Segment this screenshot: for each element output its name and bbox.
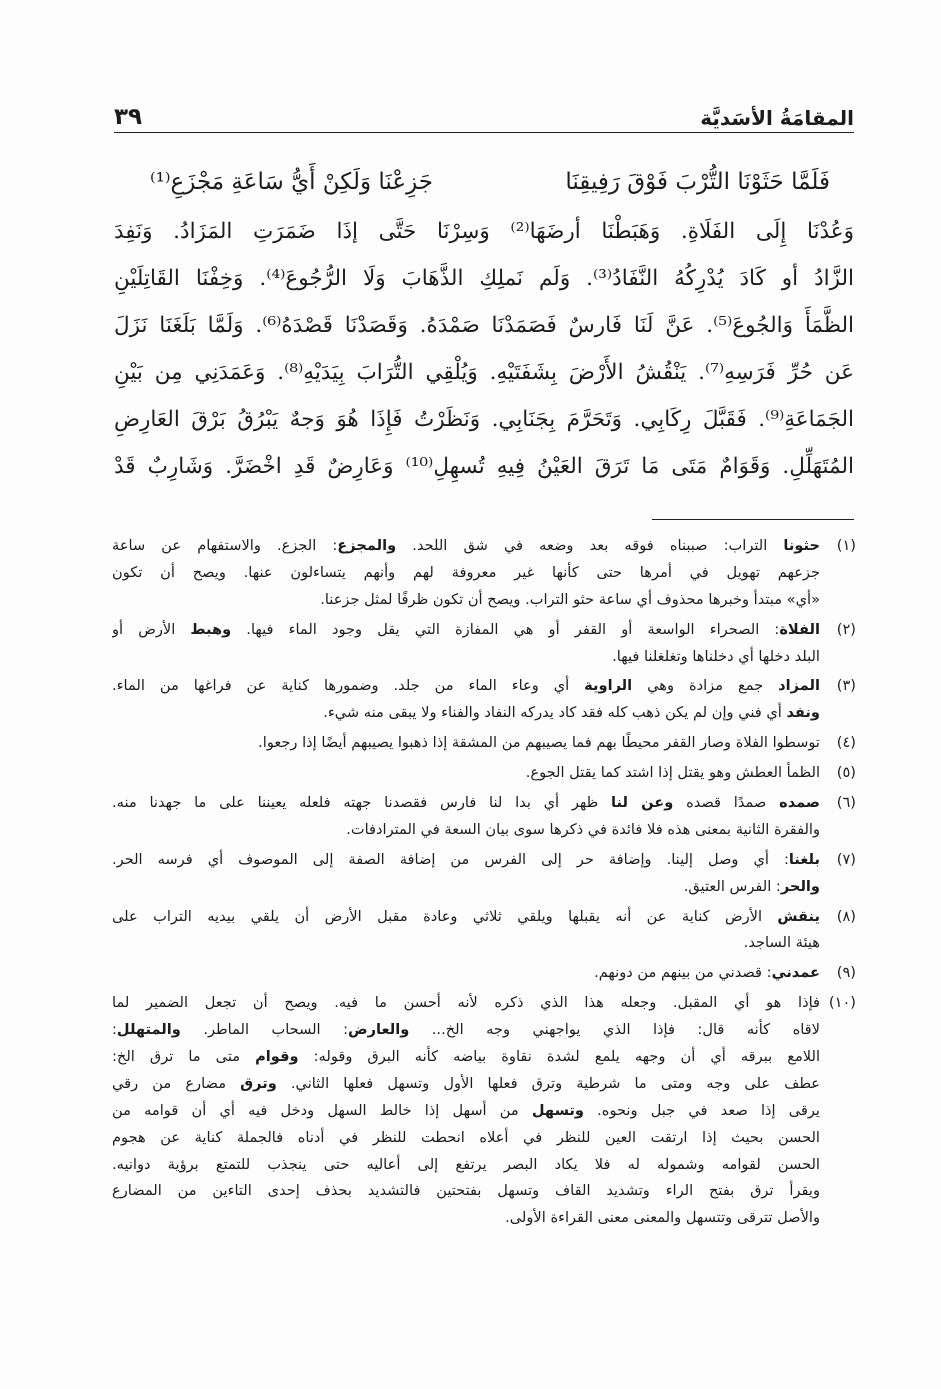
footnote-text: [112, 990, 820, 1017]
footnote-text: [112, 587, 820, 614]
footnote-line: [112, 617, 856, 644]
footnote-line: [112, 1044, 856, 1071]
footnote-segment: عطف على وجه ومتى ما شرطية وترق فعلها الأول وتسهل فعلها الثاني.: [276, 1074, 820, 1092]
footnote-number: (٨): [836, 907, 856, 925]
body-line: الظَّمَأَ وَالجُوعَ⁽⁵⁾. عَنَّ لَنَا فَارسٌ فَصَمَدْنَا صَمْدَهُ. وَقَصَدْنَا قَصْدَهُ⁽⁶⁾. وَلَمَّا بَلَغَنَا نَزَلَ: [114, 313, 854, 338]
footnote-line: [112, 874, 856, 901]
footnote-line: [112, 930, 856, 957]
footnote-number: (١٠): [828, 994, 856, 1012]
footnote-segment: صمدًا قصده: [673, 794, 780, 812]
footnote-keyword: حثونا: [783, 537, 820, 554]
header-rule: [114, 132, 854, 133]
footnote-line: [112, 847, 856, 874]
footnote-segment: من أسهل إذا خالط السهل ودخل فيه أي أن قوامه من: [112, 1101, 532, 1119]
footnote-line: [112, 1152, 856, 1179]
body-line: وَعُدْنَا إِلَى الفَلَاةِ. وَهَبَطْنَا أرضَهَا⁽²⁾ وَسِرْنَا حَتَّى إذَا ضَمَرَتِ المَزَادُ. وَنَفِدَ: [114, 219, 854, 244]
footnote-text: [112, 1044, 820, 1071]
body-line: الزَّادُ أو كَادَ يُدْرِكُهُ النَّفَادُ⁽³⁾. وَلَم نَملِكِ الذَّهَابَ وَلَا الرُّجُوعَ⁽⁴⁾. وَخِفْنَا القَاتِلَيْنِ: [114, 266, 854, 291]
footnote-keyword: وقوام: [255, 1048, 299, 1066]
footnote-keyword: عمدني: [771, 964, 820, 982]
footnote-indent: [820, 644, 856, 671]
footnote-indent: [820, 874, 856, 901]
footnote-segment: «أي» مبتدأ وخبرها محذوف أي ساعة حثو التراب. ويصح أن تكون ظرفًا لمثل جزعنا.: [320, 590, 820, 608]
main-text: [114, 208, 854, 490]
footnote-segment: الحسن لقوامه وشموله له فلا يكاد البصر يرتفع إلى أعاليه حتى ينجذب للتمتع برؤية دوانيه.: [112, 1155, 820, 1173]
footnote-line: [112, 673, 856, 700]
footnote-text: [112, 1098, 820, 1125]
footnote-text: [112, 1205, 820, 1232]
footnote-segment: البلد دخلها أي دخلناها وتغلغلنا فيها.: [612, 647, 820, 665]
poetry-verse: [150, 160, 830, 204]
footnote-segment: جمع مزادة وهي: [632, 677, 779, 695]
footnote-indent: [820, 587, 856, 614]
footnote-indent: [820, 1152, 856, 1179]
footnote-text: [112, 1152, 820, 1179]
footnote-keyword: وعن لنا: [611, 794, 674, 812]
footnote-line: [112, 790, 856, 817]
footnote-keyword: والمتهلل: [116, 1021, 181, 1039]
footnote-line: [112, 1125, 856, 1152]
footnote-line: [112, 960, 856, 987]
footnote-segment: الحسن بحيث إذا ارتقت العين للنظر في أعلاه انحطت للنظر في أدناه فالجملة كناية عن هجوم: [112, 1128, 820, 1146]
footnote-text: [112, 1125, 820, 1152]
footnote-segment: : السحاب الماطر.: [180, 1021, 348, 1039]
footnote-text: [112, 1178, 820, 1205]
footnote-segment: : الفرس العتيق.: [683, 877, 781, 895]
footnote-line: [112, 1017, 856, 1044]
footnote-text: [112, 730, 820, 757]
footnote-number: (٥): [836, 764, 856, 782]
footnotes: [112, 533, 856, 1232]
body-line: عَن حُرِّ فَرَسِهِ⁽⁷⁾. يَنْقُشُ الأَرْضَ بِشَفَتَيْهِ. وَيُلْقِي التُّرَابَ بِيَدَيْهِ⁽⁸⁾. وَعَمَدَنِي مِن بَيْنِ: [114, 360, 854, 385]
footnote-indent: [820, 1205, 856, 1232]
footnote-line: [112, 700, 856, 727]
footnote-segment: ويقرأ ترق بفتح الراء وتشديد القاف وتسهل بفتحتين فالتشديد بحذف إحدى التاءين من المضارع: [112, 1182, 820, 1200]
footnote-segment: مضارع من رقي: [112, 1074, 241, 1092]
footnote-segment: والأصل تترقى وتتسهل والمعنى معنى القراءة الأولى.: [505, 1209, 820, 1227]
footnote-line: [112, 560, 856, 587]
running-title: المقامَةُ الأسَديَّة: [700, 106, 854, 130]
footnote-text: [112, 533, 820, 560]
footnote-line: [112, 990, 856, 1017]
footnote-keyword: والعارض: [348, 1021, 410, 1039]
footnote-segment: هيئة الساجد.: [743, 934, 820, 952]
footnote-indent: [820, 817, 856, 844]
footnote-indent: [820, 560, 856, 587]
footnote-text: [112, 1071, 820, 1098]
footnote-indent: [820, 1125, 856, 1152]
footnote-line: [112, 817, 856, 844]
footnote-segment: لاقاه كأنه قال: فإذا الذي يواجهني وجه الخ...: [409, 1021, 820, 1039]
footnote-segment: :: [112, 1021, 117, 1039]
footnote-number: (٦): [836, 794, 856, 812]
footnote-keyword: وهبط: [190, 620, 232, 638]
footnote-segment: أي فني وإن لم يكن ذهب كله فقد كاد يدركه النفاد والفناء ولا يبقى منه شيء.: [323, 704, 787, 722]
footnote-segment: فإذا هو أي المقبل. وجعله هذا الذي ذكره لأنه أحسن ما فيه. ويصح أن تجعل الضمير لما: [112, 994, 820, 1012]
footnote-line: [112, 760, 856, 787]
footnote-keyword: بلغنا: [788, 850, 820, 868]
footnote-line: [112, 533, 856, 560]
page-number: ٣٩: [114, 104, 143, 130]
footnote-segment: : الجزع. والاستفهام عن ساعة: [112, 537, 338, 554]
footnote-text: [112, 874, 820, 901]
footnote-text: [112, 644, 820, 671]
footnote-line: [112, 1098, 856, 1125]
footnote-number: (٧): [836, 850, 856, 868]
footnote-keyword: الراوية: [584, 677, 633, 695]
footnote-text: [112, 673, 820, 700]
footnote-text: [112, 560, 820, 587]
footnote-keyword: المزاد: [778, 677, 820, 695]
footnote-text: [112, 1017, 820, 1044]
footnote-segment: والفقرة الثانية بمعنى هذه فلا فائدة في ذكرها سوى بيان السعة في المترادفات.: [346, 820, 820, 838]
footnote-text: [112, 760, 820, 787]
footnote-line: [112, 1205, 856, 1232]
footnote-segment: جزعهم تهويل في أمرها حتى كأنها غير معروفة لهم وأنهم يتساءلون عنها. ويصح أن تكون: [112, 563, 820, 581]
footnote-number: (٢): [836, 620, 856, 638]
footnote-segment: أي وعاء الماء من جلد. وضمورها كناية عن فراغها من الماء.: [112, 677, 585, 695]
footnote-indent: [820, 930, 856, 957]
footnote-segment: يرقى إذا صعد في جبل ونحوه.: [583, 1101, 820, 1119]
footnote-text: [112, 617, 820, 644]
footnote-text: [112, 960, 820, 987]
footnote-text: [112, 790, 820, 817]
footnote-keyword: والمجزع: [337, 537, 397, 554]
footnote-segment: متى ما ترق الخ:: [112, 1048, 256, 1066]
footnote-keyword: ينقش: [777, 907, 820, 925]
footnote-keyword: ونفد: [786, 704, 820, 722]
footnote-line: [112, 587, 856, 614]
footnote-line: [112, 1178, 856, 1205]
footnote-indent: [820, 1017, 856, 1044]
footnote-text: [112, 904, 820, 931]
footnote-keyword: وتسهل: [531, 1101, 584, 1119]
footnote-line: [112, 1071, 856, 1098]
verse-second-hemistich: جَزِعْنَا وَلَكِنْ أَيُّ سَاعَةِ مَجْزَعِ⁽¹⁾: [150, 169, 433, 195]
footnote-segment: : الصحراء الواسعة أو القفر أو هي المفازة التي يقل وجود الماء فيها.: [231, 620, 780, 638]
footnote-segment: التراب: صببناه فوقه بعد وضعه في شق اللحد.: [396, 537, 784, 554]
footnote-line: [112, 644, 856, 671]
footnote-segment: ظهر أي بدا لنا فارس فقصدنا جهته فلعله يعيننا على ما جهدنا منه.: [112, 794, 612, 812]
footnote-segment: الأرض أو: [112, 620, 191, 638]
footnote-keyword: صمده: [779, 794, 820, 812]
footnote-text: [112, 847, 820, 874]
footnote-keyword: الفلاة: [779, 620, 820, 638]
footnote-keyword: والحر: [780, 877, 820, 895]
footnote-segment: : قصدني من بينهم من دونهم.: [594, 964, 772, 982]
footnote-separator: [652, 519, 854, 520]
body-line: المُتَهَلِّلِ. وَقَوَامٌ مَتَى مَا تَرَقَ العَيْنُ فِيهِ تُسهِلِ⁽¹⁰⁾ وَعَارِضٌ قَدِ اخْضَرَّ. وَشَارِبٌ قَدْ: [114, 454, 854, 479]
footnote-number: (٩): [836, 964, 856, 982]
footnote-number: (٤): [836, 734, 856, 752]
footnote-line: [112, 730, 856, 757]
verse-first-hemistich: فَلَمَّا حَثَوْنَا التُّرْبَ فَوْقَ رَفِيقِنَا: [565, 169, 830, 195]
footnote-indent: [820, 1178, 856, 1205]
footnote-indent: [820, 1044, 856, 1071]
footnote-text: [112, 930, 820, 957]
footnote-number: (٣): [836, 677, 856, 695]
footnote-keyword: وترق: [240, 1074, 277, 1092]
footnote-indent: [820, 1071, 856, 1098]
footnote-text: [112, 817, 820, 844]
footnote-indent: [820, 700, 856, 727]
footnote-segment: الظمأ العطش وهو يقتل إذا اشتد كما يقتل الجوع.: [525, 764, 820, 782]
footnote-line: [112, 904, 856, 931]
footnote-segment: : أي وصل إلينا. وإضافة حر إلى الفرس من إضافة الصفة إلى الموصوف أي فرسه الحر.: [112, 850, 789, 868]
page-header: [114, 96, 854, 130]
footnote-text: [112, 700, 820, 727]
footnote-segment: اللامع ببرقه أي أن وجهه يلمع لشدة نقاوة بياضه كأنه البرق وقوله:: [298, 1048, 820, 1066]
body-line: الجَمَاعَةِ⁽⁹⁾. فَقَبَّلَ رِكَابِي. وَتَحَرَّمَ بِجَنَابِي. وَنَظَرْتُ فَإِذَا هُوَ وَجهٌ يَبْرُقُ بَرْقَ العَارِضِ: [114, 407, 854, 432]
footnote-indent: [820, 1098, 856, 1125]
footnote-segment: الأرض كناية عن أنه يقبلها ويلقي ثلاثي وعادة مقبل الأرض أن يلقي بيديه التراب على: [112, 907, 778, 925]
footnote-segment: توسطوا الفلاة وصار القفر محيطًا بهم فما يصيبهم من المشقة إذا ذهبوا يصيبهم أيضًا إذا رجعوا.: [258, 734, 820, 752]
footnote-number: (١): [836, 537, 856, 554]
